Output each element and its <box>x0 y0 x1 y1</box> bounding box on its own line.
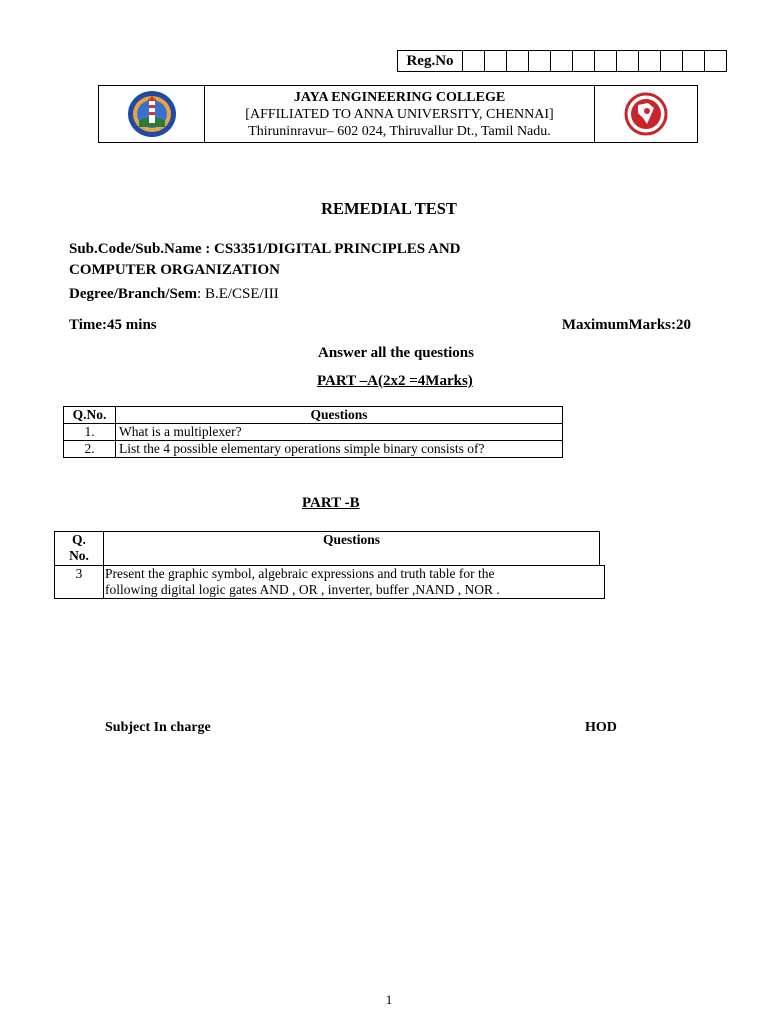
page-number: 1 <box>385 992 393 1007</box>
question-text: What is a multiplexer? <box>116 424 563 441</box>
reg-no-box[interactable] <box>705 51 726 71</box>
college-header <box>98 85 698 143</box>
college-logo-cell <box>99 86 205 142</box>
questions-header: Questions <box>116 407 563 424</box>
subject-value-line2: COMPUTER ORGANIZATION <box>69 262 280 278</box>
reg-no-box[interactable] <box>595 51 617 71</box>
part-b-header-table <box>54 531 600 566</box>
reg-no-field <box>397 50 727 72</box>
qno-header-line1: Q. <box>72 532 86 547</box>
reg-no-box[interactable] <box>463 51 485 71</box>
max-marks-label: MaximumMarks:20 <box>561 317 691 333</box>
college-affiliation: [AFFILIATED TO ANNA UNIVERSITY, CHENNAI] <box>245 107 554 122</box>
reg-no-box[interactable] <box>683 51 705 71</box>
part-b-header-row <box>55 532 600 566</box>
question-number: 1. <box>64 424 116 441</box>
subject-label: Sub.Code/Sub.Name : <box>69 241 215 257</box>
reg-no-label: Reg.No <box>398 51 463 71</box>
reg-no-box[interactable] <box>617 51 639 71</box>
reg-no-box[interactable] <box>507 51 529 71</box>
instruction-text: Answer all the questions <box>318 345 474 361</box>
reg-no-box[interactable] <box>551 51 573 71</box>
part-b-heading: PART -B <box>302 495 360 511</box>
question-text-line2: following digital logic gates AND , OR , inverter, buffer ,NAND , NOR . <box>105 582 500 597</box>
test-title: REMEDIAL TEST <box>321 199 457 218</box>
degree-value: : B.E/CSE/III <box>197 286 279 302</box>
questions-header: Questions <box>104 532 600 566</box>
hod-signature: HOD <box>585 720 617 735</box>
table-row <box>64 441 563 458</box>
qno-header-line2: No. <box>69 548 89 563</box>
question-text-line1: Present the graphic symbol, algebraic expressions and truth table for the <box>105 566 495 581</box>
degree-label: Degree/Branch/Sem <box>69 286 198 302</box>
reg-no-box[interactable] <box>529 51 551 71</box>
college-logo-icon <box>126 89 178 139</box>
accreditation-seal-icon <box>624 91 668 137</box>
question-number: 3 <box>55 566 104 599</box>
time-label: Time:45 mins <box>69 317 157 333</box>
reg-no-box[interactable] <box>573 51 595 71</box>
table-row <box>64 424 563 441</box>
table-row <box>55 566 605 599</box>
qno-header: Q.No. <box>64 407 116 424</box>
college-info <box>205 86 594 142</box>
reg-no-box[interactable] <box>639 51 661 71</box>
college-address: Thiruninravur– 602 024, Thiruvallur Dt., Tamil Nadu. <box>248 124 551 139</box>
college-name: JAYA ENGINEERING COLLEGE <box>293 90 506 105</box>
question-text: List the 4 possible elementary operations simple binary consists of? <box>116 441 563 458</box>
subject-line-1 <box>69 241 461 258</box>
subject-value-line1: CS3351/DIGITAL PRINCIPLES AND <box>214 241 461 257</box>
degree-line <box>69 286 279 303</box>
question-text <box>104 566 605 599</box>
part-a-table <box>63 406 563 458</box>
part-a-header-row <box>64 407 563 424</box>
accreditation-logo-cell <box>594 86 697 142</box>
reg-no-box[interactable] <box>485 51 507 71</box>
part-a-heading: PART –A(2x2 =4Marks) <box>317 373 473 389</box>
reg-no-box[interactable] <box>661 51 683 71</box>
question-number: 2. <box>64 441 116 458</box>
subject-incharge-signature: Subject In charge <box>105 720 211 735</box>
qno-header <box>55 532 104 566</box>
part-b-table <box>54 565 605 599</box>
